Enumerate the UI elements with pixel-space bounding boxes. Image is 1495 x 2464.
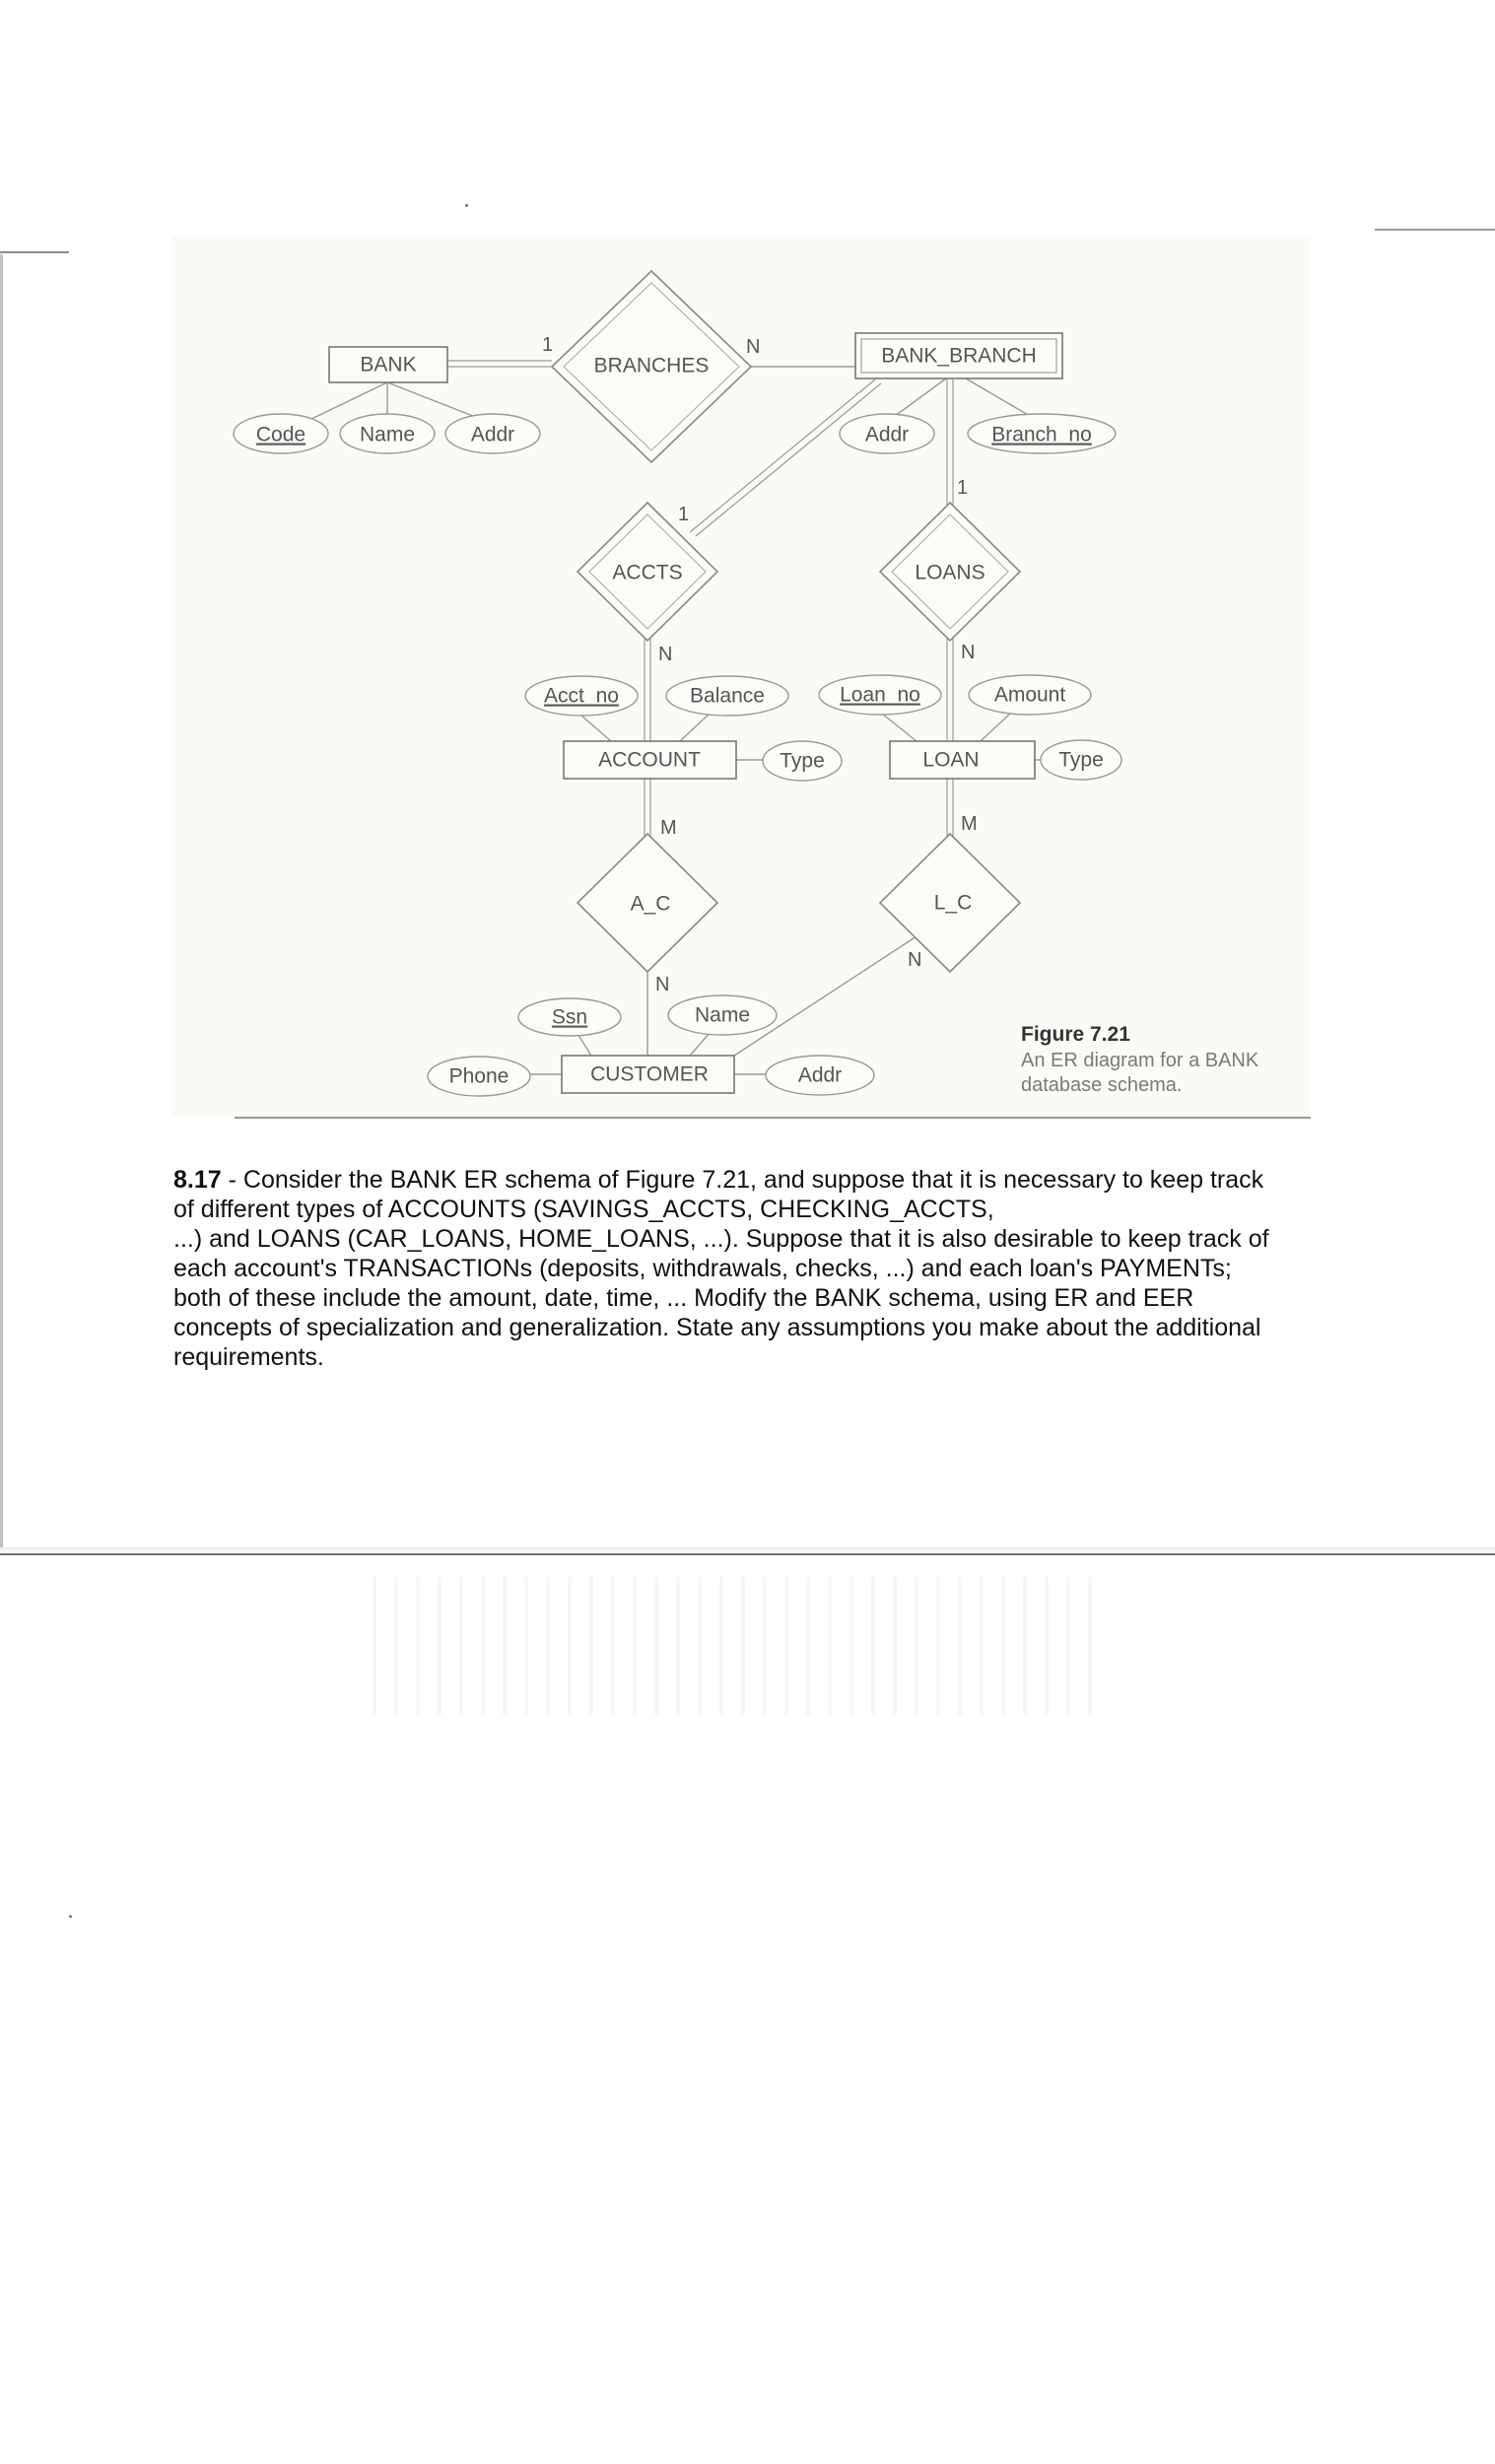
svg-text:Addr: Addr — [470, 423, 515, 446]
svg-text:Phone: Phone — [448, 1064, 510, 1088]
svg-text:Branch_no: Branch_no — [991, 423, 1092, 446]
cardinality-branches-branch: N — [746, 336, 761, 358]
attribute-balance — [666, 676, 788, 716]
cardinality-lc-customer: N — [908, 949, 922, 971]
svg-text:Type: Type — [780, 749, 825, 773]
attribute-loan-type — [1041, 740, 1121, 780]
cardinality-loans-loan: N — [961, 642, 976, 663]
attribute-ssn — [518, 998, 621, 1036]
cardinality-loans-branch: 1 — [957, 477, 969, 499]
attribute-branch-no — [968, 414, 1116, 453]
edge-branch-no — [966, 378, 1035, 419]
attribute-bank-addr — [445, 414, 540, 453]
edge-loan-amount — [981, 714, 1010, 741]
attribute-bank-code — [234, 414, 328, 453]
svg-text:Acct_no: Acct_no — [544, 684, 619, 708]
exercise-line: each account's TRANSACTIONs (deposits, withdrawals, checks, ...) and each loan's PAYMENTs; — [173, 1255, 1232, 1282]
exercise-text — [173, 1165, 1336, 1372]
svg-text:Addr: Addr — [797, 1063, 843, 1087]
edge-account-acctno — [581, 716, 611, 741]
entity-loan — [890, 741, 1035, 779]
exercise-line: both of these include the amount, date, time, ... Modify the BANK schema, using ER and EER — [173, 1284, 1194, 1312]
cardinality-bank-branches: 1 — [542, 334, 554, 356]
figure-caption-line1: An ER diagram for a BANK — [1021, 1050, 1259, 1071]
figure-caption-title: Figure 7.21 — [1021, 1023, 1130, 1046]
attribute-loan-no — [819, 675, 941, 715]
cardinality-ac-account: M — [660, 817, 677, 839]
attribute-customer-addr — [766, 1056, 874, 1095]
edge-accts-branch — [690, 379, 875, 532]
entity-bank-branch — [855, 333, 1062, 378]
svg-text:Addr: Addr — [864, 423, 910, 446]
entity-customer — [562, 1056, 734, 1093]
svg-text:BANK: BANK — [360, 353, 417, 376]
edge-account-balance — [680, 714, 710, 741]
svg-text:BRANCHES: BRANCHES — [593, 354, 710, 377]
svg-text:Balance: Balance — [690, 684, 765, 708]
svg-text:Code: Code — [255, 423, 306, 446]
edge-accts-branch-2 — [696, 383, 881, 536]
svg-text:Loan_no: Loan_no — [840, 683, 920, 707]
svg-text:L_C: L_C — [933, 891, 973, 915]
exercise-line: requirements. — [173, 1343, 324, 1371]
svg-text:Name: Name — [359, 423, 416, 446]
diagram-edges — [281, 361, 1041, 1074]
relationship-l-c — [880, 834, 1020, 972]
attribute-branch-addr — [840, 414, 934, 453]
exercise-line: 8.17 - Consider the BANK ER schema of Figure 7.21, and suppose that it is necessary to keep track — [173, 1166, 1264, 1194]
svg-text:Ssn: Ssn — [551, 1005, 588, 1029]
attribute-acct-no — [525, 676, 638, 716]
edge-loan-loanno — [882, 714, 917, 741]
cardinality-ac-customer: N — [655, 974, 670, 995]
figure-caption-line2: database schema. — [1021, 1074, 1183, 1096]
relationship-accts — [578, 503, 717, 641]
attribute-customer-name — [668, 995, 777, 1035]
svg-text:Amount: Amount — [993, 683, 1066, 707]
edge-lc-customer — [734, 936, 917, 1056]
entity-bank — [329, 347, 447, 382]
cardinality-accts-account: N — [658, 644, 673, 665]
svg-text:Name: Name — [694, 1003, 751, 1027]
svg-text:LOAN: LOAN — [922, 748, 980, 772]
exercise-number: 8.17 — [173, 1166, 222, 1194]
exercise-line: concepts of specialization and generalization. State any assumptions you make about the additional — [173, 1314, 1261, 1341]
attribute-amount — [969, 675, 1091, 715]
exercise-line: of different types of ACCOUNTS (SAVINGS_ACCTS, CHECKING_ACCTS, — [173, 1196, 994, 1223]
svg-text:BANK_BRANCH: BANK_BRANCH — [881, 344, 1037, 368]
edge-customer-name — [690, 1033, 710, 1056]
svg-text:LOANS: LOANS — [915, 561, 985, 584]
relationship-a-c — [578, 834, 717, 972]
entity-account — [564, 741, 736, 779]
relationship-loans — [880, 503, 1020, 641]
svg-text:CUSTOMER: CUSTOMER — [590, 1062, 709, 1086]
svg-text:Type: Type — [1058, 748, 1104, 772]
svg-text:A_C: A_C — [630, 892, 671, 916]
relationship-branches — [552, 271, 751, 462]
svg-text:ACCOUNT: ACCOUNT — [598, 748, 701, 772]
exercise-line: ...) and LOANS (CAR_LOANS, HOME_LOANS, ...). Suppose that it is also desirable to keep track of — [173, 1225, 1269, 1253]
cardinality-lc-loan: M — [961, 813, 978, 835]
attribute-account-type — [763, 741, 842, 781]
attribute-phone — [428, 1057, 530, 1096]
svg-text:ACCTS: ACCTS — [612, 561, 683, 584]
cardinality-accts-branch: 1 — [678, 504, 690, 525]
attribute-bank-name — [340, 414, 435, 453]
